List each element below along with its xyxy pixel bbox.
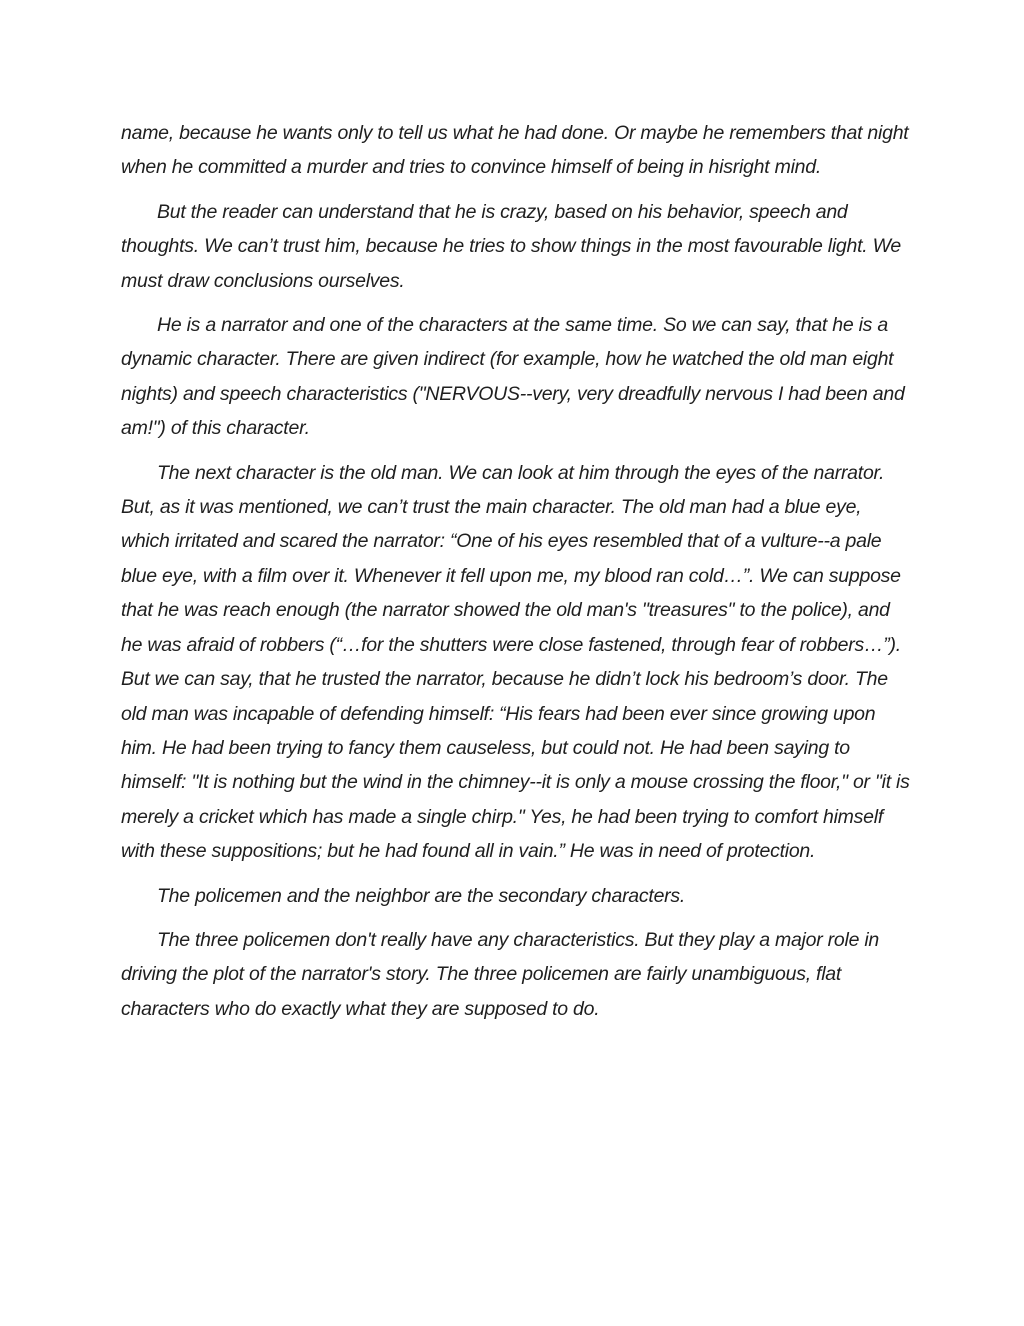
paragraph-1: name, because he wants only to tell us what he had done. Or maybe he remembers that night when he committed a murder and tries to convince himself of being in hisright mind. — [121, 122, 909, 179]
paragraph-6: The three policemen don't really have any characteristics. But they play a major role in driving the plot of the narrator's story. The three policemen are fairly unambiguous, flat characters who do exactly what they are supposed to do. — [121, 928, 880, 1020]
paragraph-2: But the reader can understand that he is crazy, based on his behavior, speech and thoughts. We can’t trust him, because he tries to show things in the most favourable light. We must draw conclusions ourselves. — [121, 200, 902, 292]
document-body — [121, 116, 911, 1036]
paragraph-5: The policemen and the neighbor are the secondary characters. — [157, 884, 686, 907]
paragraph-4: The next character is the old man. We can look at him through the eyes of the narrator. But, as it was mentioned, we can’t trust the main character. The old man had a blue eye, which irritated and scared the narrator: “One of his eyes resembled that of a vulture--a pale blue eye, with a film over it. Whenever it fell upon me, my blood ran cold…”. We can suppose that he was reach enough (the narrator showed the old man's "treasures" to the police), and he was afraid of robbers (“…for the shutters were close fastened, through fear of robbers…”). But we can say, that he trusted the narrator, because he didn’t lock his bedroom’s door. The old man was incapable of defending himself: “His fears had been ever since growing upon him. He had been trying to fancy them causeless, but could not. He had been saying to himself: "It is nothing but the wind in the chimney--it is only a mouse crossing the floor," or "it is merely a cricket which has made a single chirp." Yes, he had been trying to comfort himself with these suppositions; but he had found all in vain.” He was in need of protection. — [121, 461, 910, 863]
paragraph-3: He is a narrator and one of the characters at the same time. So we can say, that he is a dynamic character. There are given indirect (for example, how he watched the old man eight nights) and speech characteristics ("NERVOUS--very, very dreadfully nervous I had been and am!") of this character. — [121, 314, 905, 440]
